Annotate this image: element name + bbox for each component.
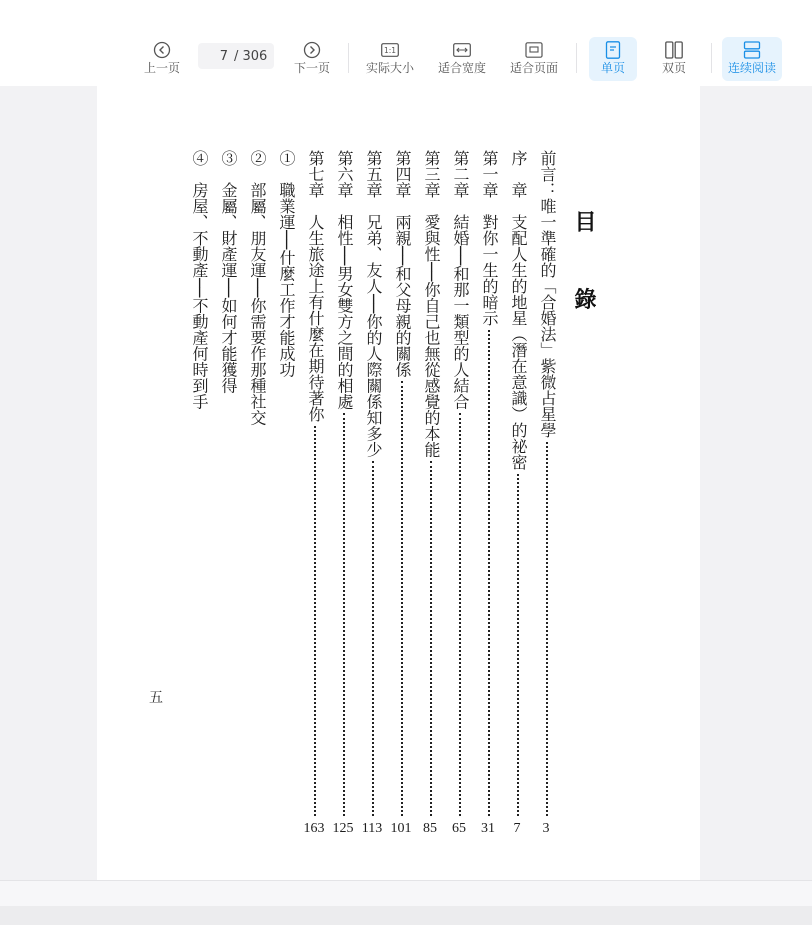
- toc-page-number: 113: [361, 821, 383, 836]
- actual-size-button[interactable]: [362, 37, 418, 81]
- toc-dot-leader: [517, 474, 519, 816]
- toc-page-number: 3: [542, 821, 550, 836]
- toc-entry: ③ 金屬、財產運──如何才能獲得: [219, 150, 238, 394]
- toc-entry: 第七章 人生旅途上有什麼在期待著你: [306, 150, 325, 422]
- prev-page-label: 上一页: [143, 61, 180, 75]
- fit-width-label: 适合宽度: [437, 61, 486, 75]
- page-folio: 五: [149, 690, 163, 706]
- double-page-button[interactable]: [650, 37, 698, 81]
- toc-page-number: 7: [513, 821, 521, 836]
- toc-entry: 第四章 兩親──和父母親的關係: [393, 150, 412, 378]
- fit-width-icon: [452, 40, 472, 60]
- window-bottom-edge: [0, 906, 812, 925]
- toc-entry: ④ 房屋、不動產──不動產何時到手: [190, 150, 209, 410]
- toc-dot-leader: [546, 442, 548, 816]
- continuous-read-label: 连续阅读: [727, 61, 776, 75]
- svg-text:1:1: 1:1: [383, 46, 397, 55]
- fit-page-icon: [524, 40, 544, 60]
- page-number-input[interactable]: [198, 49, 228, 64]
- next-page-label: 下一页: [293, 61, 330, 75]
- toc-entry: 前言：唯一準確的「合婚法」紫微占星學: [538, 150, 557, 438]
- fit-width-button[interactable]: [434, 37, 490, 81]
- double-page-label: 双页: [661, 61, 686, 75]
- toc-page-number: 101: [390, 821, 412, 836]
- toc-entry: 序 章 支配人生的地星（潛在意識）的祕密: [509, 150, 528, 470]
- continuous-read-icon: [742, 40, 762, 60]
- continuous-read-button[interactable]: [722, 37, 782, 81]
- prev-page-button[interactable]: [139, 37, 185, 81]
- page-indicator: [198, 43, 274, 69]
- document-page: [97, 86, 700, 880]
- toc-page-number: 163: [303, 821, 325, 836]
- status-bar: [0, 880, 812, 907]
- toc-page-number: 31: [481, 821, 495, 836]
- toolbar-divider: [348, 43, 349, 73]
- actual-size-label: 实际大小: [365, 61, 414, 75]
- next-page-button[interactable]: [289, 37, 335, 81]
- toc-dot-leader: [314, 426, 316, 816]
- toc-entry: ② 部屬、朋友運──你需要作那種社交: [248, 150, 267, 426]
- fit-page-label: 适合页面: [509, 61, 558, 75]
- single-page-button[interactable]: [589, 37, 637, 81]
- toc-dot-leader: [372, 461, 374, 816]
- toc-dot-leader: [459, 413, 461, 816]
- document-viewer[interactable]: [0, 86, 812, 880]
- actual-size-icon: [380, 40, 400, 60]
- toc-dot-leader: [401, 381, 403, 816]
- toc-dot-leader: [488, 330, 490, 816]
- toolbar-divider: [576, 43, 577, 73]
- toc-dot-leader: [430, 461, 432, 816]
- single-page-label: 单页: [600, 61, 625, 75]
- toc-entry: ① 職業運──什麼工作才能成功: [277, 150, 296, 378]
- toc-page-number: 65: [452, 821, 466, 836]
- toolbar-divider: [711, 43, 712, 73]
- double-page-icon: [664, 40, 684, 60]
- chevron-right-circle-icon: [302, 40, 322, 60]
- toc-entry: 第三章 愛與性──你自己也無從感覺的本能: [422, 150, 441, 458]
- toc-entry: 第五章 兄弟、友人──你的人際關係知多少: [364, 150, 383, 458]
- toc-entry: 第一章 對你一生的暗示: [480, 150, 499, 326]
- toc-dot-leader: [343, 413, 345, 816]
- chevron-left-circle-icon: [152, 40, 172, 60]
- reader-toolbar: [0, 33, 812, 87]
- single-page-icon: [603, 40, 623, 60]
- toc-entry: 第六章 相性──男女雙方之間的相處: [335, 150, 354, 410]
- toc-title: 目 錄: [571, 210, 596, 334]
- toc-entry: 第二章 結婚──和那一類型的人結合: [451, 150, 470, 410]
- toc-page-number: 85: [423, 821, 437, 836]
- total-pages: / 306: [234, 48, 268, 64]
- toc-page-number: 125: [332, 821, 354, 836]
- window-top-strip: [0, 0, 812, 33]
- fit-page-button[interactable]: [506, 37, 562, 81]
